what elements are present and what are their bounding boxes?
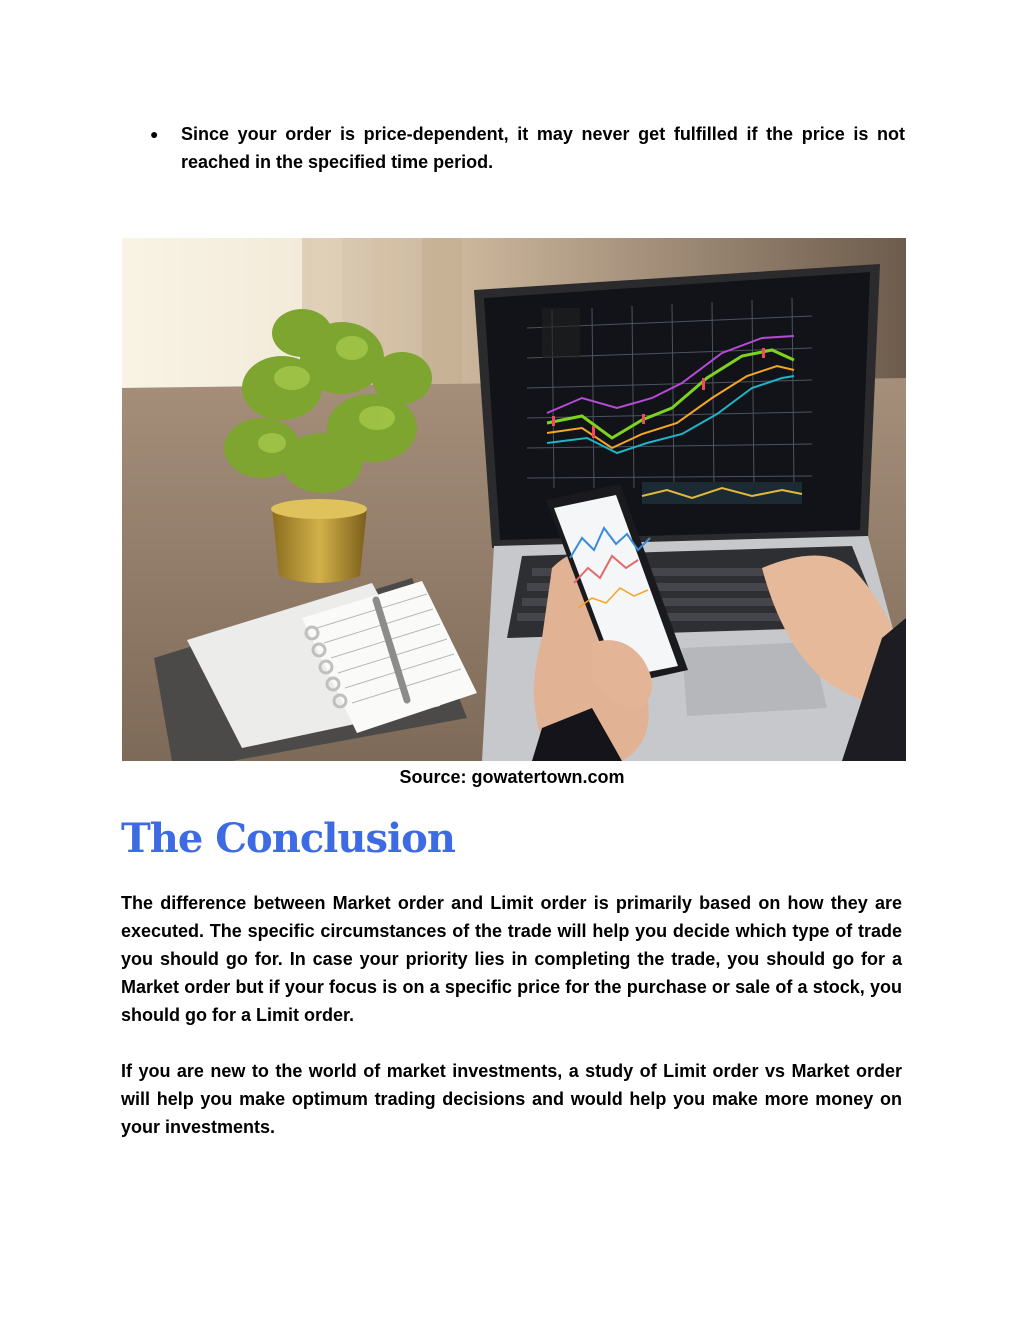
bullet-item: [150, 120, 905, 176]
conclusion-paragraph-1: The difference between Market order and Limit order is primarily based on how they are executed. The specific circumstances of the trade will help you decide which type of trade you should go for. In case your priority lies in completing the trade, you should go for a Market order but if your focus is on a specific price for the purchase or sale of a stock, you should go for a Limit order.: [121, 893, 902, 1025]
bullet-marker: ●: [150, 126, 159, 142]
bullet-text: Since your order is price-dependent, it may never get fulfilled if the price is not reached in the specified time period.: [181, 124, 905, 172]
conclusion-paragraph-2: If you are new to the world of market investments, a study of Limit order vs Market order will help you make optimum trading decisions and would help you make more money on your investments.: [121, 1061, 902, 1137]
trading-photo: [122, 238, 906, 761]
image-caption: Source: gowatertown.com: [399, 767, 625, 787]
section-heading: The Conclusion: [121, 815, 455, 862]
